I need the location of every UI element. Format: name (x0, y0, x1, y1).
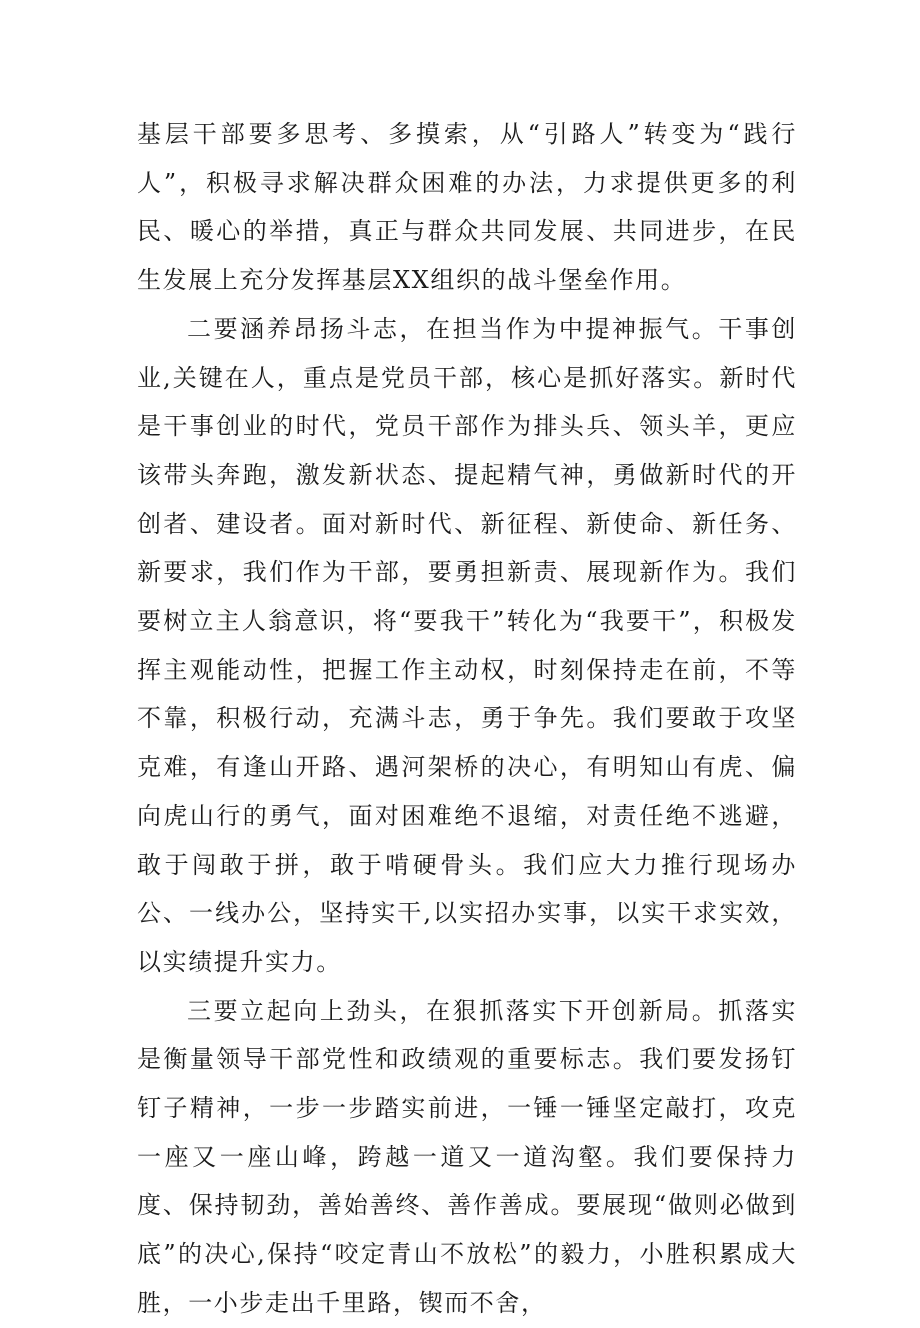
body-text (137, 110, 797, 1328)
paragraph-point-three: 三要立起向上劲头，在狠抓落实下开创新局。抓落实是衡量领导干部党性和政绩观的重要标志。我们要发扬钉钉子精神，一步一步踏实前进，一锤一锤坚定敲打，攻克一座又一座山峰，跨越一道又一道沟壑。我们要保持力度、保持韧劲，善始善终、善作善成。要展现“做则必做到底”的决心,保持“咬定青山不放松”的毅力，小胜积累成大胜，一小步走出千里路，锲而不舍， (137, 996, 797, 1317)
paragraph-continuation: 基层干部要多思考、多摸索，从“引路人”转变为“践行人”，积极寻求解决群众困难的办法，力求提供更多的利民、暖心的举措，真正与群众共同发展、共同进步，在民生发展上充分发挥基层XX组织的战斗堡垒作用。 (137, 120, 797, 295)
paragraph-point-two: 二要涵养昂扬斗志，在担当作为中提神振气。干事创业,关键在人，重点是党员干部，核心是抓好落实。新时代是干事创业的时代，党员干部作为排头兵、领头羊，更应该带头奔跑，激发新状态、提起精气神，勇做新时代的开创者、建设者。面对新时代、新征程、新使命、新任务、新要求，我们作为干部，要勇担新责、展现新作为。我们要树立主人翁意识，将“要我干”转化为“我要干”，积极发挥主观能动性，把握工作主动权，时刻保持走在前，不等不靠，积极行动，充满斗志，勇于争先。我们要敢于攻坚克难，有逢山开路、遇河架桥的决心，有明知山有虎、偏向虎山行的勇气，面对困难绝不退缩，对责任绝不逃避，敢于闯敢于拼，敢于啃硬骨头。我们应大力推行现场办公、一线办公，坚持实干,以实招办实事，以实干求实效，以实绩提升实力。 (137, 314, 797, 976)
